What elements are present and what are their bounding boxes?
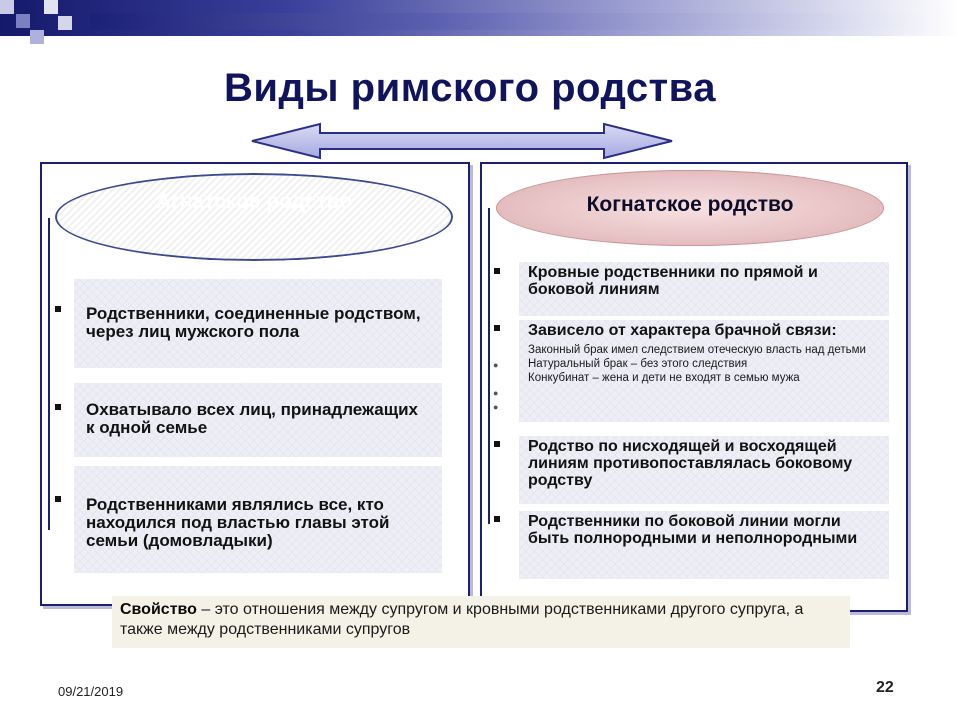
left-connector-line xyxy=(48,218,50,530)
decor-square xyxy=(16,14,30,28)
double-arrow-icon xyxy=(250,122,674,160)
cognatic-heading-oval xyxy=(496,170,884,246)
definition-note xyxy=(112,596,850,648)
agnatic-heading: Агнатское родство xyxy=(155,190,353,213)
cognatic-item-text: Родственники по боковой линии могли быть полнородными и неполнородными xyxy=(528,513,858,547)
cognatic-item-text: Родство по нисходящей и восходящей линиям противопоставлялась боковому родству xyxy=(528,438,853,489)
right-connector-line xyxy=(488,208,490,524)
agnatic-item-text: Родственниками являлись все, кто находился под властью главы этой семьи (домовладыки) xyxy=(86,495,390,550)
decor-square xyxy=(58,16,72,30)
cognatic-item xyxy=(519,320,889,422)
agnatic-heading-oval xyxy=(55,173,453,261)
cognatic-item xyxy=(519,436,889,504)
slide-number: 22 xyxy=(876,679,894,696)
definition-term: Свойство xyxy=(120,601,197,618)
sub-bullet-icon: ● xyxy=(493,402,499,412)
bullet-icon xyxy=(55,404,61,410)
agnatic-item-text: Родственники, соединенные родством, через лиц мужского пола xyxy=(86,304,421,341)
bullet-icon xyxy=(494,268,500,274)
agnatic-item xyxy=(74,383,442,457)
cognatic-item xyxy=(519,511,889,579)
sub-bullet-icon: ● xyxy=(493,360,499,370)
decor-square xyxy=(0,0,14,14)
cognatic-heading: Когнатское родство xyxy=(586,193,794,216)
bullet-icon xyxy=(494,441,500,447)
bullet-icon xyxy=(494,325,500,331)
agnatic-item-text: Охватывало всех лиц, принадлежащих к одной семье xyxy=(86,400,418,437)
slide-date: 09/21/2019 xyxy=(58,684,124,699)
cognatic-item-text: Зависело от характера брачной связи: xyxy=(528,322,837,339)
sub-bullet-icon: ● xyxy=(493,388,499,398)
cognatic-subitem-text: Законный брак имел следствием отеческую власть над детьми xyxy=(528,344,866,356)
agnatic-item xyxy=(74,279,442,368)
header-bar xyxy=(0,0,960,36)
cognatic-subitem-text: Конкубинат – жена и дети не входят в семью мужа xyxy=(528,372,800,384)
decor-square xyxy=(44,0,58,14)
cognatic-item xyxy=(519,262,889,316)
cognatic-item-text: Кровные родственники по прямой и боковой линиям xyxy=(528,264,818,298)
definition-text: – это отношения между супругом и кровными родственниками другого супруга, а также между родственниками супругов xyxy=(120,601,804,638)
bullet-icon xyxy=(55,306,61,312)
agnatic-item xyxy=(74,466,442,573)
cognatic-subitem-text: Натуральный брак – без этого следствия xyxy=(528,358,748,370)
bullet-icon xyxy=(55,496,61,502)
page-title: Виды римского родства xyxy=(224,66,716,110)
bullet-icon xyxy=(494,516,500,522)
decor-square xyxy=(30,30,44,44)
header-band xyxy=(90,13,960,30)
